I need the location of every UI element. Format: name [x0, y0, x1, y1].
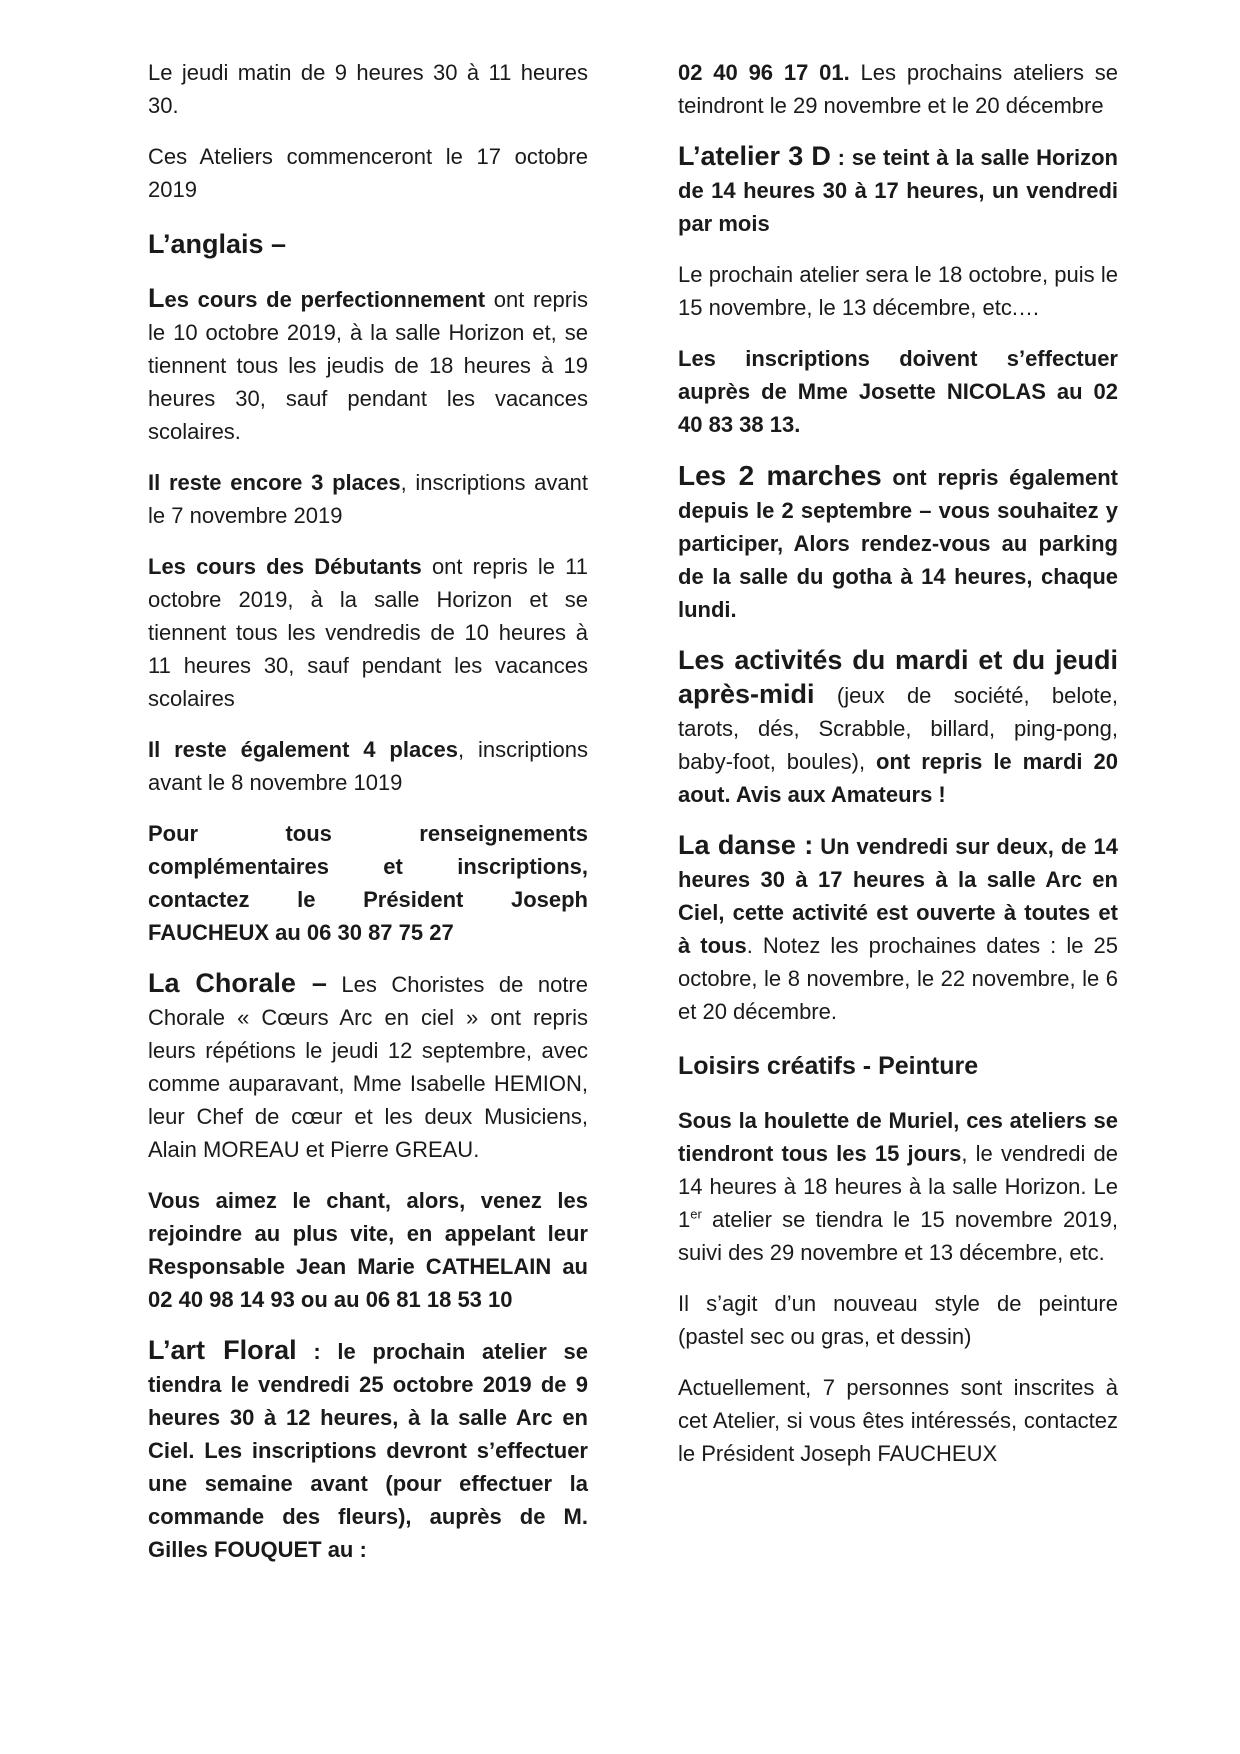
- places2-bold: Il reste également 4 places: [148, 737, 458, 762]
- danse-text: . Notez les prochaines dates : le 25 octobre, le 8 novembre, le 22 novembre, le 6 et 20 décembre.: [678, 933, 1118, 1024]
- places2-text: , inscriptions avant le 8 novembre 1019: [148, 737, 588, 795]
- atelier3d-inscriptions: [678, 342, 1118, 441]
- loisirs-heading: Loisirs créatifs - Peinture: [678, 1052, 979, 1080]
- danse-paragraph: [678, 829, 1118, 1028]
- loisirs-text-2: atelier se tiendra le 15 novembre 2019, suivi des 29 novembre et 13 décembre, etc.: [678, 1207, 1118, 1265]
- activites-list: jeux de société, belote, tarots, dés, Scrabble, billard, ping-pong, baby-foot, boules),: [678, 683, 1118, 774]
- debutants-bold: Les cours des Débutants: [148, 554, 422, 579]
- anglais-heading: L’anglais –: [148, 229, 287, 259]
- left-column: [148, 56, 588, 1584]
- floral-next-dates: Les prochains ateliers se teindront le 29 novembre et le 20 décembre: [678, 60, 1119, 118]
- floral-heading: L’art Floral: [148, 1335, 297, 1365]
- anglais-places-2: [148, 733, 588, 799]
- marches-heading: Les 2 marches: [678, 460, 882, 491]
- chorale-heading: La Chorale –: [148, 968, 327, 998]
- floral-text: : le prochain atelier se tiendra le vendredi 25 octobre 2019 de 9 heures 30 à 12 heures, à la salle Arc en Ciel. Les inscriptions devront s’effectuer une semaine avant (pour effectuer la commande des fleurs), auprès de M. Gilles FOUQUET au :: [148, 1339, 588, 1562]
- floral-phone: 02 40 96 17 01.: [678, 60, 850, 85]
- activites-text: ont repris le mardi 20 aout. Avis aux Amateurs !: [678, 749, 1118, 807]
- chorale-text: Les Choristes de notre Chorale « Cœurs Arc en ciel » ont repris leurs répétions le jeudi 12 septembre, avec comme auparavant, Mme Isabelle HEMION, leur Chef de cœur et les deux Musiciens, Alain MOREAU et Pierre GREAU.: [148, 972, 588, 1162]
- chorale-call: [148, 1184, 588, 1316]
- contact-bold: Pour tous renseignements complémentaires et inscriptions, contactez le Président Joseph FAUCHEUX au 06 30 87 75 27: [148, 821, 588, 945]
- atelier3d-next: Le prochain atelier sera le 18 octobre, puis le 15 novembre, le 13 décembre, etc.…: [678, 262, 1118, 320]
- loisirs-paragraph: [678, 1104, 1118, 1269]
- perf-bold: es cours de perfectionnement: [164, 287, 486, 312]
- anglais-places-1: [148, 466, 588, 532]
- atelier3d-heading: L’atelier 3 D: [678, 141, 831, 171]
- activites-paragraph: [678, 644, 1118, 811]
- right-column: [678, 56, 1118, 1488]
- activites-paren: (: [814, 683, 845, 708]
- marches-paragraph: [678, 459, 1118, 626]
- loisirs-bold: Sous la houlette de Muriel, ces ateliers se tiendront tous les 15 jours: [678, 1108, 1118, 1166]
- loisirs-inscrits: Actuellement, 7 personnes sont inscrites à cet Atelier, si vous êtes intéressés, contactez le Président Joseph FAUCHEUX: [678, 1375, 1118, 1466]
- loisirs-text-1: , le vendredi de 14 heures à 18 heures à la salle Horizon. Le 1: [678, 1141, 1118, 1232]
- atelier3d-text: : se teint à la salle Horizon de 14 heures 30 à 17 heures, un vendredi par mois: [678, 145, 1118, 236]
- chorale-call-bold: Vous aimez le chant, alors, venez les rejoindre au plus vite, en appelant leur Responsable Jean Marie CATHELAIN au 02 40 98 14 93 ou au 06 81 18 53 10: [148, 1188, 588, 1312]
- anglais-perfectionnement: [148, 282, 588, 448]
- atelier-start: Ces Ateliers commenceront le 17 octobre 2019: [148, 144, 588, 202]
- danse-heading: La danse :: [678, 830, 814, 860]
- places1-bold: Il reste encore 3 places: [148, 470, 401, 495]
- activites-heading: Les activités du mardi et du jeudi après-midi: [678, 645, 1118, 709]
- debutants-text: ont repris le 11 octobre 2019, à la salle Horizon et se tiennent tous les vendredis de 10 heures à 11 heures 30, sauf pendant les vacances scolaires: [148, 554, 588, 711]
- anglais-contact: [148, 817, 588, 949]
- atelier3d-paragraph: [678, 140, 1118, 240]
- atelier3d-inscriptions-bold: Les inscriptions doivent s’effectuer auprès de Mme Josette NICOLAS au 02 40 83 38 13.: [678, 346, 1118, 437]
- floral-paragraph: [148, 1334, 588, 1566]
- danse-bold: Un vendredi sur deux, de 14 heures 30 à 17 heures à la salle Arc en Ciel, cette activité est ouverte à toutes et à tous: [678, 834, 1118, 958]
- floral-continued: [678, 56, 1118, 122]
- loisirs-sup: er: [690, 1206, 702, 1222]
- drop-initial: L: [148, 283, 165, 313]
- anglais-debutants: [148, 550, 588, 715]
- perf-text: ont repris le 10 octobre 2019, à la salle Horizon et, se tiennent tous les jeudis de 18 heures à 19 heures 30, sauf pendant les vacances scolaires.: [148, 287, 588, 444]
- loisirs-style: Il s’agit d’un nouveau style de peinture (pastel sec ou gras, et dessin): [678, 1291, 1118, 1349]
- chorale-paragraph: [148, 967, 588, 1166]
- atelier-time: Le jeudi matin de 9 heures 30 à 11 heures 30.: [148, 60, 588, 118]
- marches-text: ont repris également depuis le 2 septembre – vous souhaitez y participer, Alors rendez-vous au parking de la salle du gotha à 14 heures, chaque lundi.: [678, 465, 1118, 622]
- places1-text: , inscriptions avant le 7 novembre 2019: [148, 470, 588, 528]
